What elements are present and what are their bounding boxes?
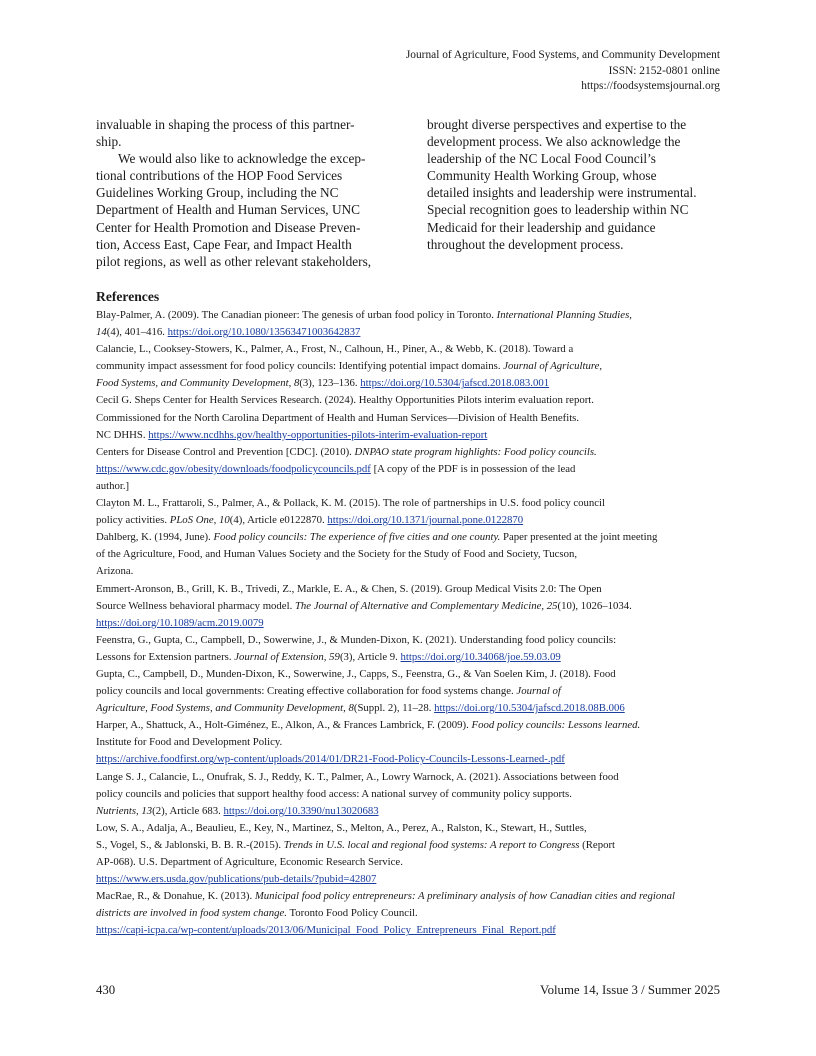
reference-link[interactable]: https://doi.org/10.1080/13563471003642837 [167, 326, 361, 339]
reference-link[interactable]: https://www.cdc.gov/obesity/downloads/foodpolicycouncils.pdf [96, 462, 371, 475]
reference-line [96, 769, 720, 786]
reference-line [96, 546, 720, 563]
reference-line [96, 666, 720, 683]
reference-entry [96, 529, 720, 580]
reference-italic-text: Agriculture, Food Systems, and Community Development, 8 [96, 702, 354, 715]
reference-link[interactable]: https://doi.org/10.1371/journal.pone.0122870 [327, 514, 524, 527]
reference-text: (3), Article 9. [339, 650, 401, 663]
body-line: Department of Health and Human Services, UNC [96, 202, 361, 218]
reference-italic-text: The Journal of Alternative and Complementary Medicine, 25 [294, 599, 558, 612]
reference-italic-text: Journal of Agriculture, [503, 360, 603, 373]
body-line: We would also like to acknowledge the excep- [118, 151, 366, 167]
reference-text: policy councils and local governments: Creating effective collaboration for food systems change. [96, 685, 517, 698]
reference-entry [96, 717, 720, 768]
reference-text: (4), 401–416. [106, 326, 168, 339]
reference-link[interactable]: https://doi.org/10.3390/nu13020683 [223, 804, 379, 817]
reference-italic-text: International Planning Studies, [496, 309, 632, 321]
reference-link[interactable]: https://capi-icpa.ca/wp-content/uploads/2013/06/Municipal_Food_Policy_Entrepreneurs_Final_Report.pdf [96, 924, 556, 937]
page-number: 430 [96, 983, 116, 997]
reference-text: (Report [579, 838, 616, 851]
reference-text: (Suppl. 2), 11–28. [353, 702, 435, 715]
reference-link[interactable]: https://archive.foodfirst.org/wp-content/uploads/2014/01/DR21-Food-Policy-Councils-Lessons-Learned-.pdf [96, 753, 565, 766]
reference-entry [96, 888, 720, 939]
reference-text: Institute for Food and Development Policy. [96, 736, 283, 749]
reference-line [96, 478, 720, 495]
reference-italic-text: Food Systems, and Community Development, 8 [96, 377, 300, 390]
body-line: Medicaid for their leadership and guidance [427, 219, 656, 235]
reference-line [96, 615, 720, 632]
reference-line [96, 751, 720, 768]
reference-text: Toronto Food Policy Council. [286, 907, 418, 920]
reference-line [96, 410, 720, 427]
reference-text: [A copy of the PDF is in possession of the lead [370, 462, 576, 475]
reference-text: Commissioned for the North Carolina Department of Health and Human Services—Division of Health Benefits. [96, 411, 580, 424]
reference-line [96, 341, 720, 358]
references-heading: References [96, 289, 160, 304]
reference-italic-text: Nutrients, 13 [96, 804, 153, 817]
reference-line [96, 324, 720, 341]
reference-line [96, 392, 720, 409]
reference-line [96, 427, 720, 444]
body-column-right [427, 116, 719, 253]
reference-entry [96, 581, 720, 632]
body-line: tion, Access East, Cape Fear, and Impact Health [96, 236, 352, 252]
reference-italic-text: Journal of Extension, 59 [234, 650, 340, 663]
reference-entry [96, 392, 720, 443]
issue-info: Volume 14, Issue 3 / Summer 2025 [540, 983, 720, 997]
reference-italic-text: districts are involved in food system change. [96, 907, 287, 920]
reference-line [96, 461, 720, 478]
reference-text: (3), 123–136. [299, 377, 361, 390]
journal-url: https://foodsystemsjournal.org [581, 80, 720, 92]
reference-line [96, 358, 720, 375]
body-line: brought diverse perspectives and expertise to the [427, 117, 687, 132]
reference-line [96, 734, 720, 751]
reference-line [96, 837, 720, 854]
body-line: Special recognition goes to leadership within NC [427, 202, 689, 218]
reference-line [96, 598, 720, 615]
reference-link[interactable]: https://doi.org/10.1089/acm.2019.0079 [96, 616, 264, 629]
reference-line [96, 529, 720, 546]
reference-text: author.] [96, 479, 130, 492]
journal-title: Journal of Agriculture, Food Systems, and Community Development [405, 49, 720, 61]
reference-line [96, 717, 720, 734]
reference-text: S., Vogel, S., & Jablonski, B. B. R.-(2015). [96, 838, 284, 851]
reference-entry [96, 769, 720, 820]
reference-italic-text: 14 [96, 326, 107, 339]
reference-text: AP-068). U.S. Department of Agriculture, Economic Research Service. [96, 856, 403, 868]
reference-line [96, 512, 720, 529]
reference-text: Paper presented at the joint meeting [500, 531, 658, 544]
reference-link[interactable]: https://www.ers.usda.gov/publications/pub-details/?pubid=42807 [96, 873, 377, 886]
reference-text: policy activities. [96, 514, 170, 527]
reference-line [96, 888, 720, 905]
reference-text: Clayton M. L., Frattaroli, S., Palmer, A., & Pollack, K. M. (2015). The role of partnerships in U.S. food policy council [96, 497, 606, 510]
reference-italic-text: PLoS One, 10 [169, 514, 230, 527]
reference-line [96, 922, 720, 939]
reference-text: MacRae, R., & Donahue, K. (2013). [96, 890, 255, 903]
reference-line [96, 786, 720, 803]
reference-line [96, 649, 720, 666]
body-column-left [96, 116, 388, 270]
reference-link[interactable]: https://www.ncdhhs.gov/healthy-opportunities-pilots-interim-evaluation-report [148, 428, 488, 441]
reference-text: community impact assessment for food policy councils: Identifying potential impact domains. [96, 360, 504, 373]
body-line: development process. We also acknowledge the [427, 134, 681, 150]
reference-text: of the Agriculture, Food, and Human Values Society and the Society for the Study of Food and Society, Tucson, [96, 548, 578, 561]
reference-text: Source Wellness behavioral pharmacy model. [96, 599, 295, 612]
reference-line [96, 700, 720, 717]
body-line: Guidelines Working Group, including the NC [96, 185, 339, 201]
reference-text: Lessons for Extension partners. [96, 650, 235, 663]
body-line: detailed insights and leadership were instrumental. [427, 185, 697, 201]
reference-italic-text: DNPAO state program highlights: Food policy councils. [354, 445, 597, 458]
body-line: pilot regions, as well as other relevant stakeholders, [96, 253, 372, 269]
body-line: Community Health Working Group, whose [427, 168, 657, 184]
reference-text: Calancie, L., Cooksey-Stowers, K., Palmer, A., Frost, N., Calhoun, H., Piner, A., & Webb, K. (2018). Toward a [96, 343, 574, 356]
body-line: tional contributions of the HOP Food Services [96, 168, 343, 184]
reference-link[interactable]: https://doi.org/10.5304/jafscd.2018.083.001 [360, 377, 550, 390]
reference-text: (4), Article e0122870. [229, 514, 328, 527]
reference-italic-text: Journal of [516, 685, 561, 698]
reference-entry [96, 632, 720, 666]
reference-text: Lange S. J., Calancie, L., Onufrak, S. J., Reddy, K. T., Palmer, A., Lowry Warnock, A. (2021). Associations between food [96, 770, 619, 783]
reference-text: Arizona. [96, 565, 134, 578]
reference-line [96, 444, 720, 461]
body-line: Center for Health Promotion and Disease Preven- [96, 219, 361, 235]
reference-line [96, 375, 720, 392]
reference-text: (2), Article 683. [152, 804, 224, 817]
reference-entry [96, 666, 720, 717]
reference-italic-text: Municipal food policy entrepreneurs: A preliminary analysis of how Canadian cities and regional [254, 890, 676, 903]
reference-entry [96, 307, 720, 341]
body-line: ship. [96, 134, 122, 150]
reference-entry [96, 495, 720, 529]
reference-text: (10), 1026–1034. [557, 599, 632, 612]
journal-header [220, 48, 720, 95]
reference-line [96, 581, 720, 598]
reference-line [96, 820, 720, 837]
reference-line [96, 683, 720, 700]
reference-text: Blay-Palmer, A. (2009). The Canadian pioneer: The genesis of urban food policy in Toronto. [96, 309, 497, 321]
reference-entry [96, 341, 720, 392]
reference-line [96, 307, 720, 324]
reference-text: Emmert-Aronson, B., Grill, K. B., Trivedi, Z., Markle, E. A., & Chen, S. (2019). Group Medical Visits 2.0: The Open [96, 582, 602, 595]
journal-issn: ISSN: 2152-0801 online [608, 64, 720, 77]
reference-text: NC DHHS. [96, 428, 149, 441]
reference-text: Centers for Disease Control and Prevention [CDC]. (2010). [96, 445, 355, 458]
reference-line [96, 632, 720, 649]
reference-line [96, 871, 720, 888]
body-line: leadership of the NC Local Food Council’s [427, 151, 656, 167]
reference-text: Feenstra, G., Gupta, C., Campbell, D., Sowerwine, J., & Munden-Dixon, K. (2021). Understanding food policy councils: [96, 633, 617, 646]
reference-line [96, 905, 720, 922]
reference-line [96, 854, 720, 871]
reference-text: Dahlberg, K. (1994, June). [96, 531, 214, 544]
reference-link[interactable]: https://doi.org/10.34068/joe.59.03.09 [400, 650, 561, 663]
reference-entry [96, 820, 720, 888]
reference-entry [96, 444, 720, 495]
reference-text: Harper, A., Shattuck, A., Holt-Giménez, E., Alkon, A., & Frances Lambrick, F. (2009). [96, 719, 472, 732]
reference-line [96, 495, 720, 512]
reference-text: Cecil G. Sheps Center for Health Services Research. (2024). Healthy Opportunities Pilots interim evaluation report. [96, 394, 594, 407]
reference-text: Low, S. A., Adalja, A., Beaulieu, E., Key, N., Martinez, S., Melton, A., Perez, A., Ralston, K., Stewart, H., Suttles, [96, 821, 587, 834]
reference-line [96, 563, 720, 580]
reference-italic-text: Food policy councils: Lessons learned. [471, 719, 641, 732]
reference-text: Gupta, C., Campbell, D., Munden-Dixon, K., Sowerwine, J., Capps, S., Feenstra, G., & Van Soelen Kim, J. (2018). Food [96, 667, 616, 680]
reference-italic-text: Food policy councils: The experience of five cities and one county. [213, 531, 501, 544]
references-list [96, 307, 720, 939]
reference-line [96, 803, 720, 820]
reference-link[interactable]: https://doi.org/10.5304/jafscd.2018.08B.006 [434, 702, 625, 715]
reference-italic-text: Trends in U.S. local and regional food systems: A report to Congress [283, 838, 580, 851]
body-line: throughout the development process. [427, 236, 624, 252]
body-line: invaluable in shaping the process of this partner- [96, 117, 355, 132]
reference-text: policy councils and policies that support healthy food access: A national survey of community policy supports. [96, 787, 572, 800]
